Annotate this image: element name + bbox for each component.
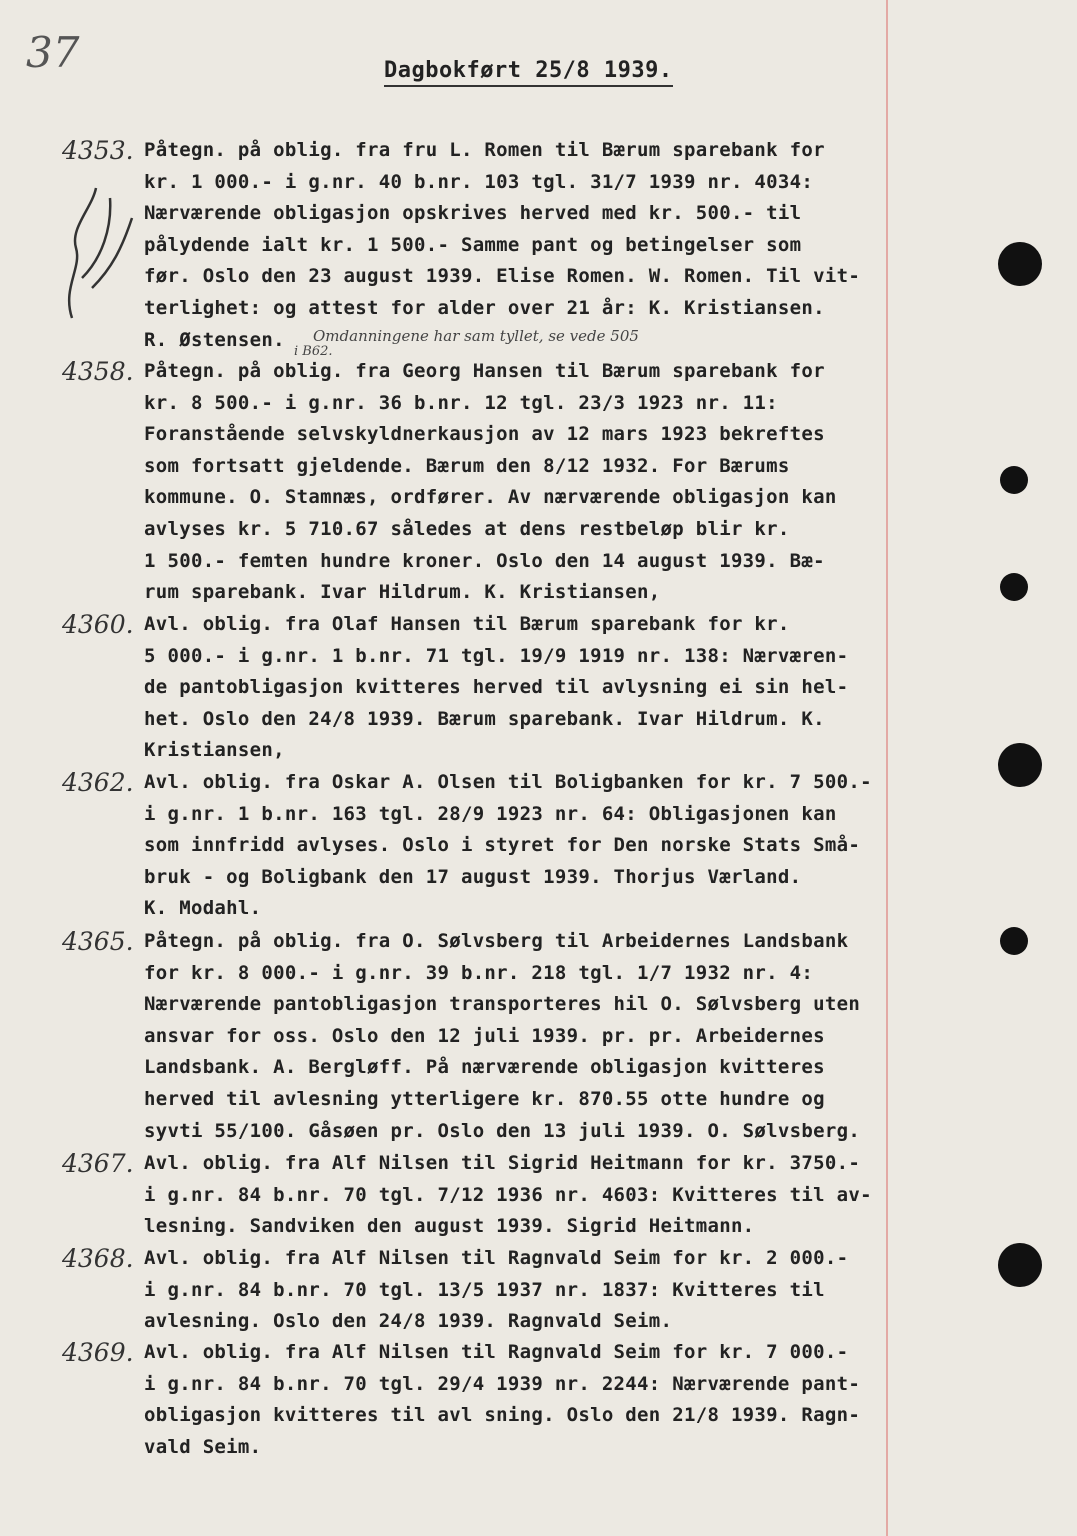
entry-line: Avl. oblig. fra Alf Nilsen til Ragnvald Seim for kr. 2 000.- — [144, 1247, 849, 1269]
entry-line: ansvar for oss. Oslo den 12 juli 1939. pr. pr. Arbeidernes — [144, 1024, 825, 1047]
entry-line: syvti 55/100. Gåsøen pr. Oslo den 13 juli 1939. O. Sølvsberg. — [144, 1119, 861, 1142]
entry-number: 4360. — [62, 610, 134, 639]
entry-line: avlesning. Oslo den 24/8 1939. Ragnvald Seim. — [144, 1310, 673, 1333]
page-header: Dagbokført 25/8 1939. — [384, 58, 673, 87]
entry-line: 5 000.- i g.nr. 1 b.nr. 71 tgl. 19/9 1919 nr. 138: Nærværen- — [144, 644, 849, 667]
entry-line: lesning. Sandviken den august 1939. Sigrid Heitmann. — [144, 1215, 755, 1238]
entry-line: for kr. 8 000.- i g.nr. 39 b.nr. 218 tgl. 1/7 1932 nr. 4: — [144, 961, 814, 984]
entry-line: vald Seim. — [144, 1435, 262, 1458]
entry-number: 4367. — [62, 1149, 134, 1178]
entry-line: K. Modahl. — [144, 897, 262, 920]
entry-line: kommune. O. Stamnæs, ordfører. Av nærværende obligasjon kan — [144, 486, 837, 509]
entry-line: pålydende ialt kr. 1 500.- Samme pant og betingelser som — [144, 233, 802, 256]
entry-line: Landsbank. A. Bergløff. På nærværende obligasjon kvitteres — [144, 1056, 825, 1079]
entry-line: Nærværende pantobligasjon transporteres hil O. Sølvsberg uten — [144, 993, 861, 1016]
entry-line: før. Oslo den 23 august 1939. Elise Romen. W. Romen. Til vit- — [144, 265, 861, 288]
binder-hole — [998, 242, 1042, 286]
entry-line: som fortsatt gjeldende. Bærum den 8/12 1932. For Bærums — [144, 454, 790, 477]
entry-line: Påtegn. på oblig. fra O. Sølvsberg til Arbeidernes Landsbank — [144, 930, 849, 952]
margin-rule — [886, 0, 888, 1536]
entry-line: kr. 1 000.- i g.nr. 40 b.nr. 103 tgl. 31/7 1939 nr. 4034: — [144, 170, 814, 193]
entry-line: Avl. oblig. fra Oskar A. Olsen til Boligbanken for kr. 7 500.- — [144, 771, 872, 793]
entry-line: i g.nr. 84 b.nr. 70 tgl. 7/12 1936 nr. 4603: Kvitteres til av- — [144, 1183, 872, 1206]
binder-hole — [1000, 573, 1028, 601]
entry-line: obligasjon kvitteres til avl sning. Oslo den 21/8 1939. Ragn- — [144, 1404, 861, 1427]
handwritten-note: Omdanningene har sam tyllet, se vede 505 — [313, 327, 639, 345]
entry-line: Kristiansen, — [144, 739, 285, 762]
entry-line: kr. 8 500.- i g.nr. 36 b.nr. 12 tgl. 23/3 1923 nr. 11: — [144, 391, 778, 414]
binder-hole — [1000, 466, 1028, 494]
entry-line: i g.nr. 1 b.nr. 163 tgl. 28/9 1923 nr. 64: Obligasjonen kan — [144, 802, 837, 825]
entry-number: 4365. — [62, 927, 134, 956]
entry-line: bruk - og Boligbank den 17 august 1939. Thorjus Værland. — [144, 865, 802, 888]
entry-line: het. Oslo den 24/8 1939. Bærum sparebank. Ivar Hildrum. K. — [144, 707, 825, 730]
entry-line: som innfridd avlyses. Oslo i styret for Den norske Stats Små- — [144, 834, 861, 857]
margin-signature — [52, 168, 138, 348]
entry-number: 4368. — [62, 1244, 134, 1273]
entry-line: R. Østensen. — [144, 328, 285, 351]
entry-number: 4369. — [62, 1338, 134, 1367]
entry-number: 4358. — [62, 357, 134, 386]
entry-line: de pantobligasjon kvitteres herved til avlysning ei sin hel- — [144, 676, 849, 699]
entry-line: Avl. oblig. fra Alf Nilsen til Sigrid Heitmann for kr. 3750.- — [144, 1152, 861, 1174]
entry-line: herved til avlesning ytterligere kr. 870.55 otte hundre og — [144, 1088, 825, 1110]
entry-line: Påtegn. på oblig. fra fru L. Romen til Bærum sparebank for — [144, 139, 825, 161]
entry-line: Nærværende obligasjon opskrives herved med kr. 500.- til — [144, 202, 802, 225]
entry-line: i g.nr. 84 b.nr. 70 tgl. 29/4 1939 nr. 2244: Nærværende pant- — [144, 1372, 861, 1395]
entry-line: avlyses kr. 5 710.67 således at dens restbeløp blir kr. — [144, 518, 790, 540]
page-number: 37 — [26, 28, 80, 77]
entry-line: terlighet: og attest for alder over 21 år: K. Kristiansen. — [144, 297, 825, 319]
entry-line: Foranstående selvskyldnerkausjon av 12 mars 1923 bekreftes — [144, 423, 825, 446]
handwritten-note-ref: i B62. — [294, 344, 333, 359]
entry-number: 4353. — [62, 136, 134, 165]
binder-hole — [1000, 927, 1028, 955]
entry-number: 4362. — [62, 768, 134, 797]
entry-line: Avl. oblig. fra Olaf Hansen til Bærum sparebank for kr. — [144, 613, 790, 635]
binder-hole — [998, 743, 1042, 787]
binder-hole — [998, 1243, 1042, 1287]
entry-line: i g.nr. 84 b.nr. 70 tgl. 13/5 1937 nr. 1837: Kvitteres til — [144, 1278, 825, 1301]
entry-line: Påtegn. på oblig. fra Georg Hansen til Bærum sparebank for — [144, 360, 825, 382]
entry-line: 1 500.- femten hundre kroner. Oslo den 14 august 1939. Bæ- — [144, 549, 825, 572]
entry-line: rum sparebank. Ivar Hildrum. K. Kristiansen, — [144, 581, 661, 604]
entry-line: Avl. oblig. fra Alf Nilsen til Ragnvald Seim for kr. 7 000.- — [144, 1341, 849, 1363]
